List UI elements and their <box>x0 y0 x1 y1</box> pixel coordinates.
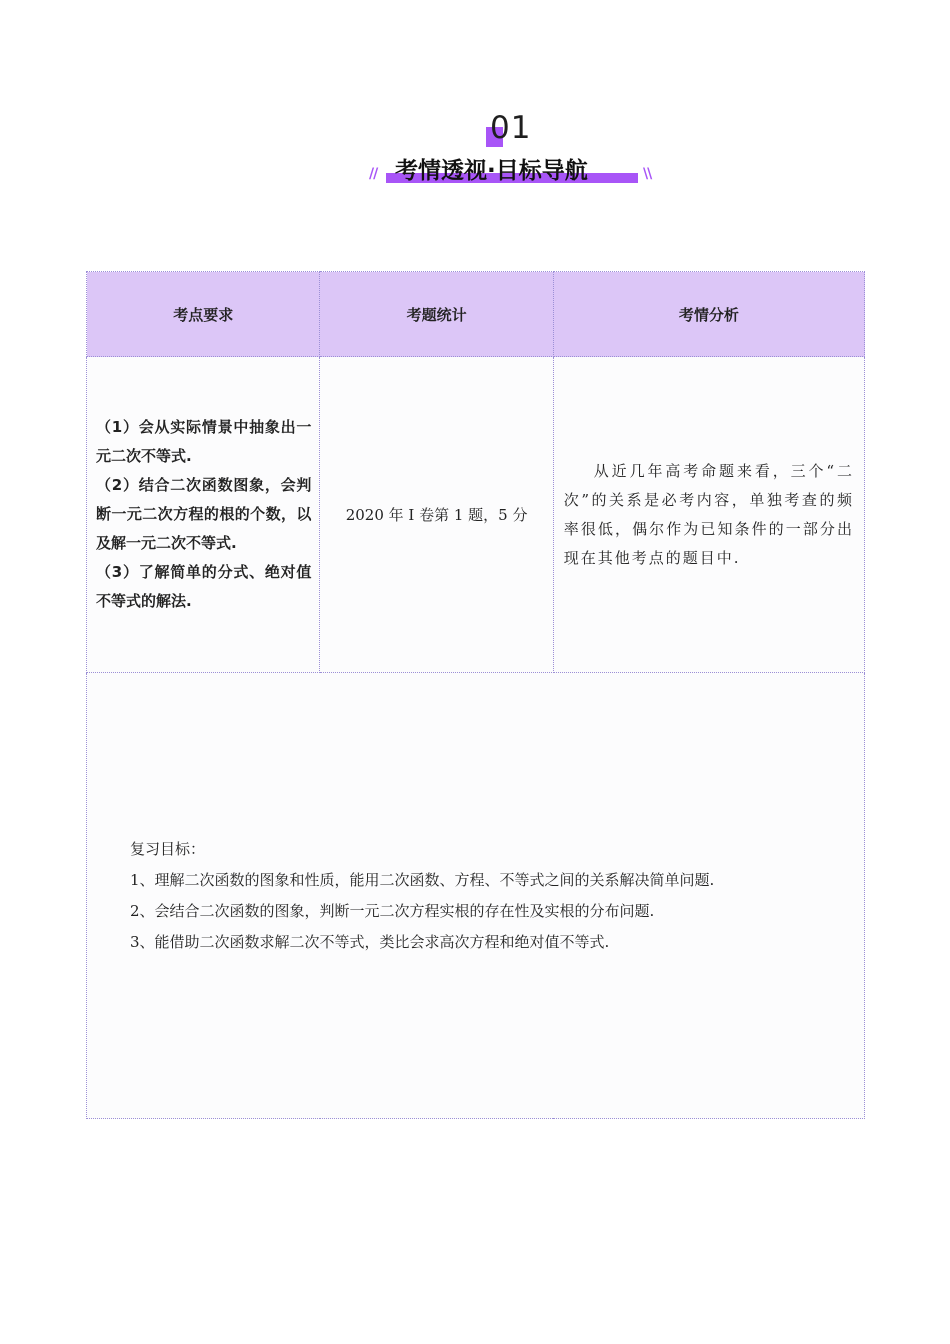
goals-cell <box>87 673 865 1119</box>
goal-item: 2、会结合二次函数的图象，判断一元二次方程实根的存在性及实根的分布问题. <box>130 901 655 920</box>
statistics-cell: 2020 年 I 卷第 1 题，5 分 <box>320 357 553 673</box>
requirements-cell <box>87 357 320 673</box>
goals-title: 复习目标： <box>130 839 206 858</box>
decorative-slash-left-icon: // <box>369 166 378 182</box>
goal-item: 1、理解二次函数的图象和性质，能用二次函数、方程、不等式之间的关系解决简单问题. <box>130 870 715 889</box>
header-statistics: 考题统计 <box>320 272 553 357</box>
requirement-item: （1）会从实际情景中抽象出一元二次不等式. <box>96 418 312 465</box>
section-title: 考情透视·目标导航 <box>395 158 588 184</box>
table-row <box>87 357 865 673</box>
requirement-item: （2）结合二次函数图象，会判断一元二次方程的根的个数，以及解一元二次不等式. <box>96 476 312 552</box>
decorative-slash-right-icon: \\ <box>643 166 652 182</box>
header-analysis: 考情分析 <box>553 272 864 357</box>
goals-row <box>87 673 865 1119</box>
table-header-row <box>87 272 865 357</box>
exam-analysis-table <box>86 271 865 1119</box>
section-number: 01 <box>490 110 532 146</box>
analysis-text: 从近几年高考命题来看，三个“二次”的关系是必考内容，单独考查的频率很低，偶尔作为已知条件的一部分出现在其他考点的题目中. <box>563 461 854 567</box>
header-requirements: 考点要求 <box>87 272 320 357</box>
requirement-item: （3）了解简单的分式、绝对值不等式的解法. <box>96 563 312 610</box>
goal-item: 3、能借助二次函数求解二次不等式，类比会求高次方程和绝对值不等式. <box>130 932 610 951</box>
analysis-cell <box>553 357 864 673</box>
section-header <box>0 108 950 198</box>
